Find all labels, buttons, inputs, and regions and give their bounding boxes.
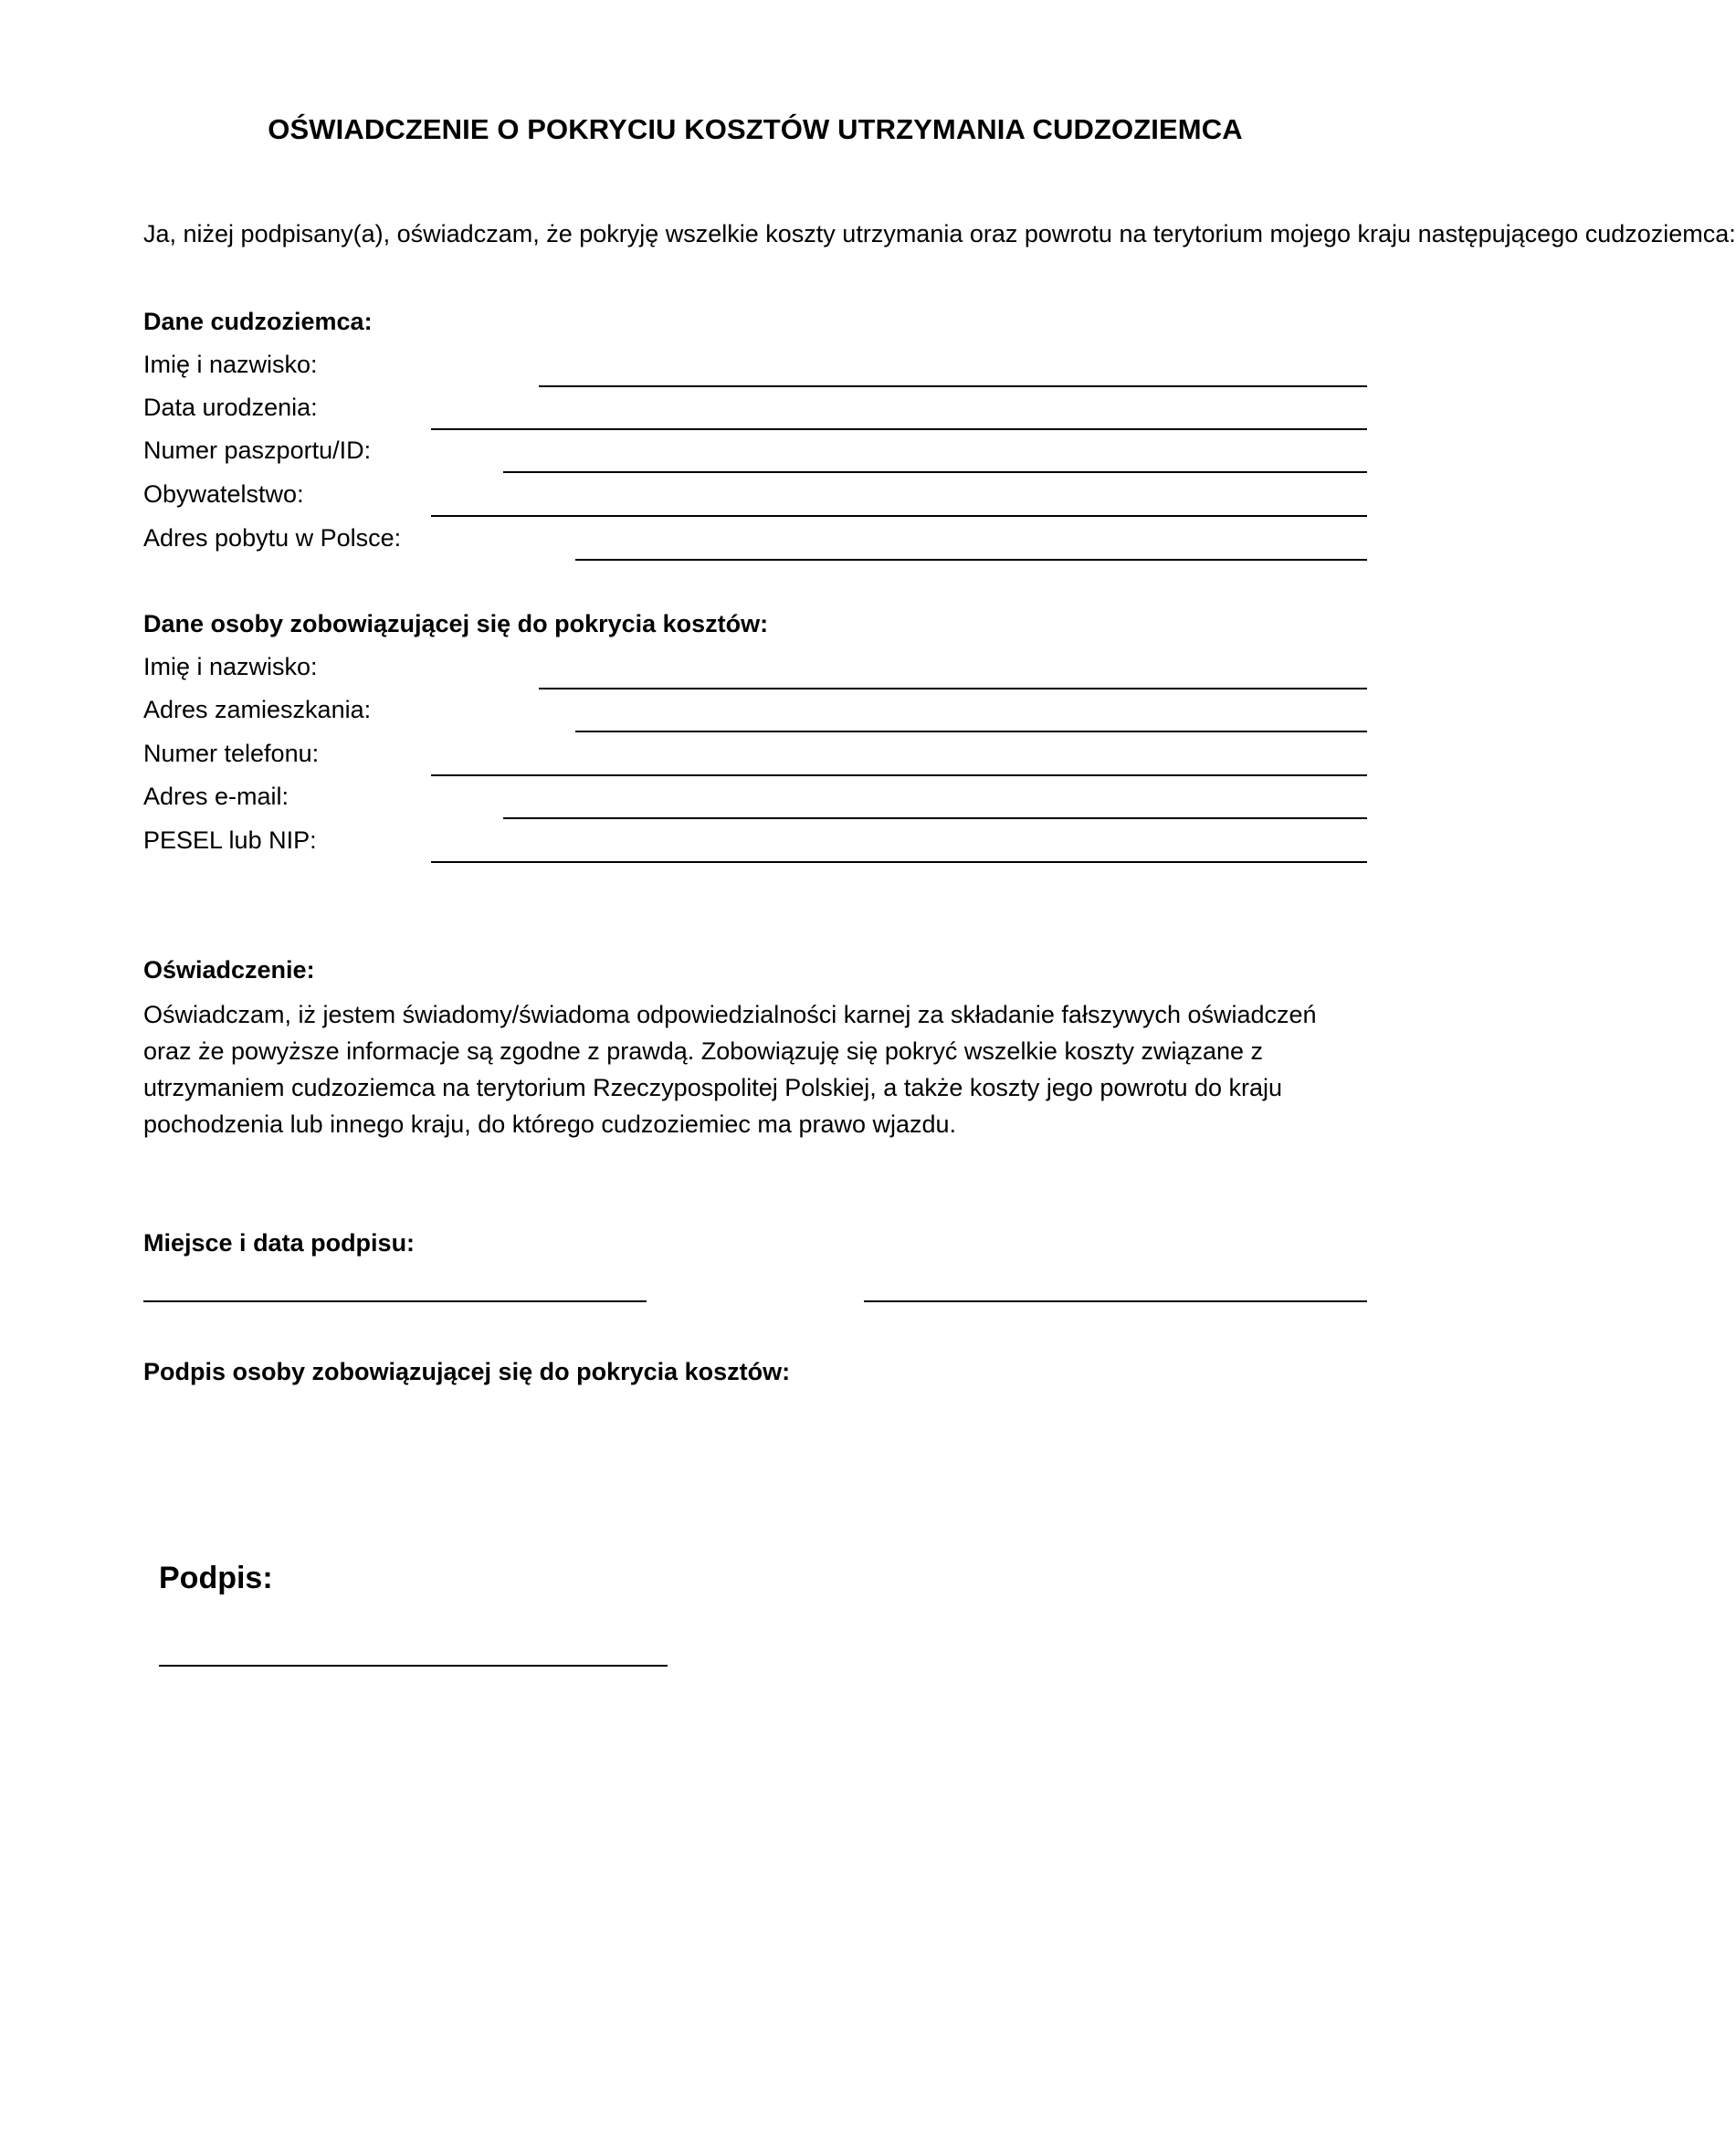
foreigner-address-row — [143, 524, 1367, 561]
foreigner-passport-row — [143, 437, 1367, 473]
statement-text — [143, 996, 1367, 1142]
place-field[interactable] — [143, 1300, 647, 1302]
foreigner-address-label: Adres pobytu w Polsce: — [143, 524, 402, 552]
guarantor-address-row — [143, 696, 1367, 732]
foreigner-address-field[interactable] — [575, 559, 1367, 561]
statement-line: utrzymaniem cudzoziemca na terytorium Rzeczypospolitej Polskiej, a także koszty jego powrotu do kraju — [143, 1074, 1283, 1101]
foreigner-citizenship-label: Obywatelstwo: — [143, 480, 304, 508]
guarantor-pesel-field[interactable] — [431, 861, 1367, 863]
signature-field[interactable] — [159, 1665, 668, 1667]
guarantor-name-label: Imię i nazwisko: — [143, 653, 318, 680]
statement-line: pochodzenia lub innego kraju, do którego cudzoziemiec ma prawo wjazdu. — [143, 1110, 957, 1138]
foreigner-name-field[interactable] — [539, 385, 1367, 387]
guarantor-email-field[interactable] — [503, 817, 1367, 819]
guarantor-pesel-label: PESEL lub NIP: — [143, 826, 317, 854]
foreigner-citizenship-field[interactable] — [431, 515, 1367, 517]
signature-label: Podpis: — [159, 1561, 273, 1595]
guarantor-phone-label: Numer telefonu: — [143, 740, 320, 767]
statement-line: Oświadczam, iż jestem świadomy/świadoma odpowiedzialności karnej za składanie fałszywych oświadczeń — [143, 1001, 1317, 1028]
guarantor-phone-row — [143, 740, 1367, 776]
foreigner-name-row — [143, 351, 1367, 387]
date-field[interactable] — [864, 1300, 1367, 1302]
foreigner-birthdate-field[interactable] — [431, 428, 1367, 430]
foreigner-passport-label: Numer paszportu/ID: — [143, 437, 372, 464]
foreigner-citizenship-row — [143, 480, 1367, 517]
guarantor-section-heading: Dane osoby zobowiązującej się do pokrycia kosztów: — [143, 610, 769, 637]
guarantor-signature-heading: Podpis osoby zobowiązującej się do pokrycia kosztów: — [143, 1358, 791, 1385]
statement-line: oraz że powyższe informacje są zgodne z prawdą. Zobowiązuję się pokryć wszelkie koszty związane z — [143, 1037, 1264, 1065]
guarantor-address-label: Adres zamieszkania: — [143, 696, 372, 723]
statement-heading: Oświadczenie: — [143, 956, 315, 984]
foreigner-birthdate-row — [143, 394, 1367, 430]
guarantor-pesel-row — [143, 826, 1367, 863]
guarantor-email-row — [143, 783, 1367, 819]
document-title: OŚWIADCZENIE O POKRYCIU KOSZTÓW UTRZYMANIA CUDZOZIEMCA — [268, 113, 1243, 145]
guarantor-email-label: Adres e-mail: — [143, 783, 289, 810]
guarantor-address-field[interactable] — [575, 731, 1367, 732]
place-date-heading: Miejsce i data podpisu: — [143, 1229, 416, 1257]
intro-text: Ja, niżej podpisany(a), oświadczam, że pokryję wszelkie koszty utrzymania oraz powrotu na terytorium mojego kraju następującego cudzoziemca: — [143, 220, 1736, 247]
foreigner-name-label: Imię i nazwisko: — [143, 351, 318, 378]
foreigner-birthdate-label: Data urodzenia: — [143, 394, 318, 421]
guarantor-name-field[interactable] — [539, 688, 1367, 689]
foreigner-passport-field[interactable] — [503, 471, 1367, 473]
guarantor-phone-field[interactable] — [431, 774, 1367, 776]
foreigner-section-heading: Dane cudzoziemca: — [143, 308, 373, 335]
guarantor-name-row — [143, 653, 1367, 689]
